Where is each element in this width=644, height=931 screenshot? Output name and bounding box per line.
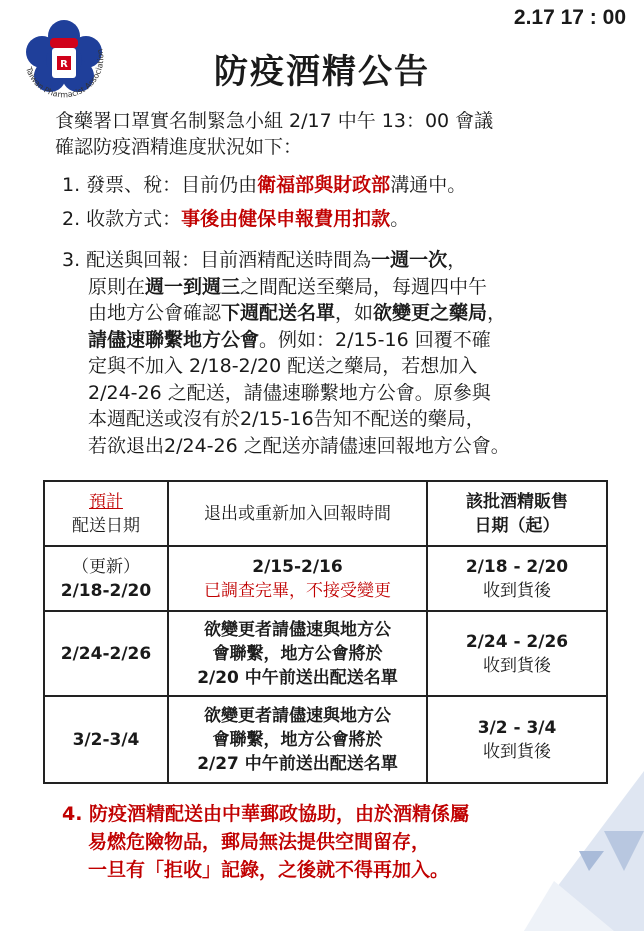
cell-text: 收到貨後 (483, 580, 551, 601)
cell-text: 已調查完畢，不接受變更 (204, 580, 391, 601)
item4-line: 4. 防疫酒精配送由中華郵政協助，由於酒精係屬 (62, 803, 470, 825)
cell (427, 696, 607, 783)
timestamp: 2.17 17 : 00 (513, 6, 626, 29)
text-segment: 若欲退出2/24-26 之配送亦請儘速回報地方公會。 (88, 434, 510, 457)
cell-text: 會聯繫，地方公會將於 (212, 729, 383, 750)
cell-text: 2/15-2/16 (252, 556, 343, 577)
intro-line: 食藥署口罩實名制緊急小組 2/17 中午 13：00 會議 (55, 110, 494, 132)
cell (44, 546, 168, 611)
header-cell: 退出或重新加入回報時間 (168, 481, 427, 546)
cell (168, 611, 427, 696)
item-line (62, 327, 510, 354)
item-2 (62, 206, 409, 233)
emphasized-text: 請儘速聯繫地方公會 (88, 328, 260, 351)
svg-text:Taiwan Pharmacist Association: Taiwan Pharmacist Association (24, 48, 106, 100)
item-3 (62, 247, 510, 459)
item-line (62, 353, 510, 380)
cell (168, 696, 427, 783)
svg-text:R: R (60, 59, 68, 70)
table-row (44, 611, 607, 696)
text-segment: ， (487, 302, 507, 324)
text-segment: 之間配送至藥局，每週四中午 (240, 275, 488, 298)
text-segment: 溝通中。 (390, 174, 467, 196)
text-segment: 原則在 (88, 275, 146, 298)
text-segment: 1. 發票、稅：目前仍由 (62, 174, 258, 196)
emphasized-text: 下週配送名單 (221, 302, 336, 324)
text-segment: ，如 (335, 302, 374, 324)
table-header-row (44, 481, 607, 546)
emphasized-text: 事後由健保申報費用扣款 (181, 208, 391, 230)
item-line (62, 208, 409, 230)
text-segment: 3. 配送與回報：目前酒精配送時間為 (62, 249, 372, 271)
text-segment: 2/24-26 之配送，請儘速聯繫地方公會。原參與 (88, 381, 491, 404)
header-text: 日期（起） (474, 515, 560, 536)
cell (427, 611, 607, 696)
item-line (62, 433, 510, 460)
delivery-schedule-table (43, 480, 608, 784)
cell-text: （更新） (72, 556, 140, 577)
table-row (44, 546, 607, 611)
cell: 2/24-2/26 (44, 611, 168, 696)
text-segment: 本週配送或沒有於2/15-16告知不配送的藥局， (88, 408, 485, 430)
item-line (62, 380, 510, 407)
cell-text: 欲變更者請儘速與地方公 (204, 705, 391, 726)
item4-line: 一旦有「拒收」記錄，之後就不得再加入。 (88, 859, 450, 881)
item-1 (62, 172, 466, 199)
text-segment: 定與不加入 2/18-2/20 配送之藥局，若想加入 (88, 355, 478, 377)
cell (427, 546, 607, 611)
header-cell (427, 481, 607, 546)
header-text: 配送日期 (72, 515, 140, 536)
cell-text: 欲變更者請儘速與地方公 (204, 619, 391, 640)
emphasized-text: 欲變更之藥局 (373, 302, 488, 324)
item-line (62, 174, 466, 196)
cell (168, 546, 427, 611)
cell-text: 收到貨後 (483, 655, 551, 676)
planned-label: 預計 (89, 491, 123, 512)
cell-text: 2/18 - 2/20 (465, 556, 569, 577)
text-segment: 2. 收款方式： (62, 208, 182, 230)
page-title: 防疫酒精公告 (214, 52, 430, 92)
item-line (62, 406, 510, 433)
text-segment: 。 (390, 208, 410, 230)
table-row (44, 696, 607, 783)
cell: 3/2-3/4 (44, 696, 168, 783)
text-segment: 由地方公會確認 (88, 302, 222, 324)
cell-text: 2/24 - 2/26 (465, 631, 569, 652)
cell-text: 2/27 中午前送出配送名單 (197, 753, 398, 774)
cell-text: 會聯繫，地方公會將於 (212, 643, 383, 664)
emphasized-text: 衛福部與財政部 (257, 174, 391, 196)
intro-line: 確認防疫酒精進度狀況如下： (55, 136, 303, 158)
header-text: 該批酒精販售 (466, 491, 568, 512)
cell-text: 3/2 - 3/4 (477, 717, 557, 738)
cell-text: 2/18-2/20 (60, 580, 152, 601)
item-line (62, 274, 510, 301)
item-line (62, 300, 510, 327)
header-cell (44, 481, 168, 546)
item-4 (62, 800, 469, 884)
item4-line: 易燃危險物品，郵局無法提供空間留存， (88, 831, 431, 853)
text-segment: 。例如：2/15-16 回覆不確 (259, 328, 491, 351)
emphasized-text: 一週一次 (371, 249, 448, 271)
item-line (62, 249, 466, 271)
text-segment: ， (447, 249, 467, 271)
cell-text: 2/20 中午前送出配送名單 (197, 667, 398, 688)
emphasized-text: 週一到週三 (145, 275, 241, 298)
cell-text: 收到貨後 (483, 741, 551, 762)
